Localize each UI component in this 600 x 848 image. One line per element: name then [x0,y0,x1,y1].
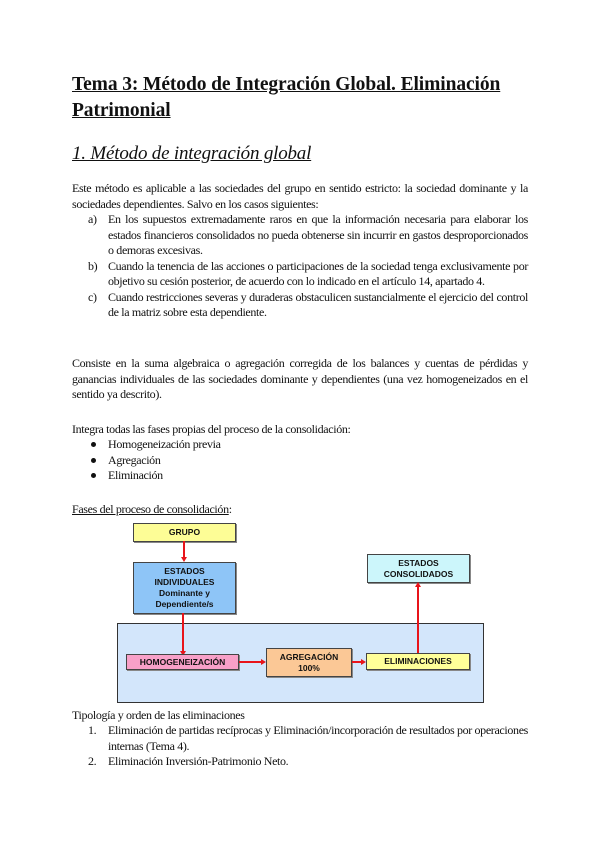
homogeneizacion-label: HOMOGENEIZACIÓN [139,656,226,667]
list-item-text: Cuando la tenencia de las acciones o participaciones de la sociedad tenga exclusivamente por objetivo su cesión posterior, de acuerdo con lo indicado en el artículo 14, apartado 4. [108,258,528,288]
list-item-text: Agregación [108,452,161,467]
integra-paragraph: Integra todas las fases propias del proceso de la consolidación: [72,422,351,436]
box-line: ESTADOS [398,557,439,568]
list-item-text: Cuando restricciones severas y duraderas obstaculicen sustancialmente el ejercicio del control de la matriz sobre esta dependiente. [108,289,528,319]
fases-label-text: Fases del proceso de consolidación [72,502,229,516]
colon: : [228,502,232,516]
arrow-homog-to-agreg [239,661,261,663]
list-item-text: Eliminación Inversión-Patrimonio Neto. [108,754,289,768]
list-item-text: Eliminación de partidas recíprocas y Eliminación/incorporación de resultados por operaciones internas (Tema 4). [108,723,528,753]
list-item [72,754,528,770]
list-item [72,259,528,290]
list-item-text: Homogeneización previa [108,437,221,451]
document-title: Tema 3: Método de Integración Global. Eliminación Patrimonial [72,74,501,121]
fases-label [72,502,528,518]
eliminaciones-box [366,653,470,670]
arrowhead-icon [415,582,421,587]
box-line: ESTADOS [164,566,205,576]
exceptions-list [72,212,528,321]
list-item-text: Eliminación [108,468,163,482]
list-marker: 2. [88,754,97,768]
box-line: INDIVIDUALES [154,577,215,587]
list-item [72,468,528,484]
bullet-icon [91,473,96,478]
consolidados-box [367,554,470,583]
individuales-box [133,562,236,614]
tipologia-heading: Tipología y orden de las eliminaciones [72,708,245,722]
list-item [72,290,528,321]
arrow-eliminaciones-up [417,587,419,653]
homogeneizacion-box [126,654,239,670]
arrow-agreg-to-elim [352,661,361,663]
list-item-text: En los supuestos extremadamente raros en que la información necesaria para elaborar los estados financieros consolidados no pueda obtenerse sin incurrir en gastos desproporcionados o demoras excesivas. [108,212,528,257]
phases-list [72,437,528,484]
bullet-icon [91,442,96,447]
intro-paragraph: Este método es aplicable a las sociedades del grupo en sentido estricto: la sociedad dominante y la sociedades dependientes. Salvo en los casos siguientes: [72,181,528,211]
bullet-icon [91,458,96,463]
box-line: 100% [298,662,320,673]
list-item [72,453,528,469]
arrow-grupo-down [183,541,185,558]
box-line: AGREGACIÓN [279,651,339,662]
list-item [72,437,528,453]
arrow-individuales-down [182,613,184,653]
list-item [72,212,528,259]
grupo-label: GRUPO [168,527,201,537]
list-marker: a) [88,212,97,226]
tipologia-list [72,723,528,770]
list-marker: b) [88,258,98,273]
box-line: CONSOLIDADOS [383,568,454,579]
list-marker: 1. [88,723,97,737]
grupo-box [133,523,236,542]
list-marker: c) [88,289,97,304]
section-heading: 1. Método de integración global [72,143,312,164]
box-line: Dependiente/s [155,599,214,609]
list-item [72,723,528,754]
consiste-paragraph: Consiste en la suma algebraica o agregación corregida de los balances y cuentas de pérdidas y ganancias individuales de las sociedades dominante y dependientes (una vez homogeneizados en el sentido ya descrito). [72,356,528,401]
box-line: Dominante y [158,588,210,598]
agregacion-box [266,648,352,677]
eliminaciones-label: ELIMINACIONES [384,656,452,666]
